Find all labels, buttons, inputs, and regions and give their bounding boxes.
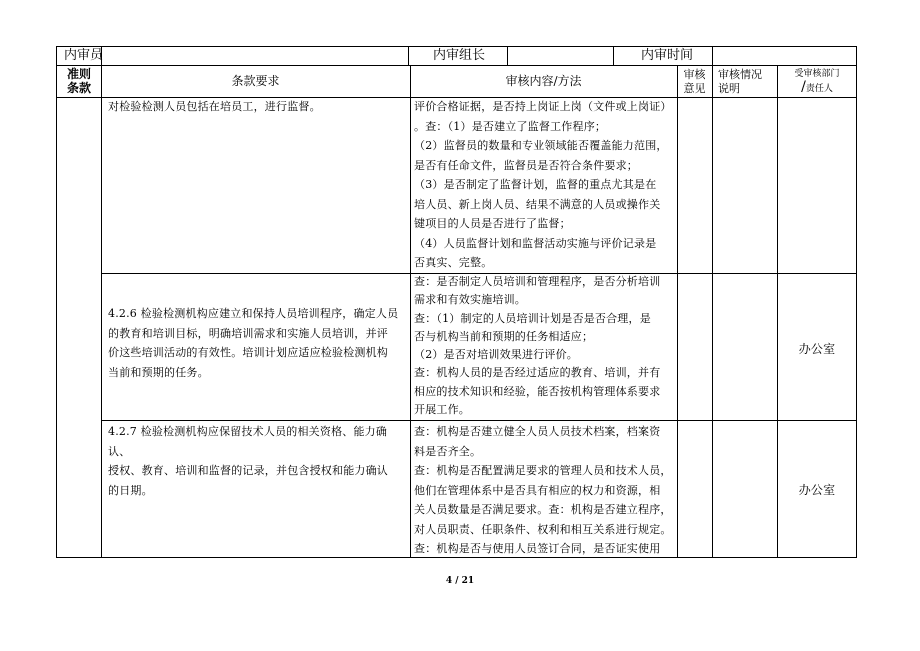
content-line: （3）是否制定了监督计划，监督的重点尤其是在 [414,178,657,191]
col-divider [408,46,409,65]
content-line: 需求和有效实施培训。 [414,293,526,307]
col-divider [507,46,508,65]
content-line: 查：机构是否与使用人员签订合同，是否证实使用 [414,542,661,555]
header-clause [57,67,101,95]
col-divider [712,46,713,65]
team-leader-label: 内审组长 [433,48,486,63]
col-divider [712,65,713,558]
row1-requirement: 对检验检测人员包括在培员工，进行监督。 [108,100,321,113]
requirement-line: 的日期。 [108,483,153,497]
row-divider-top [56,65,857,66]
header-dept-person: 责任人 [805,84,833,94]
header-clause-line2: 条款 [66,81,91,95]
header-audit-opinion-line2: 意见 [683,82,706,95]
row-divider-2 [101,420,857,421]
header-requirement: 条款要求 [231,74,280,88]
header-audit-opinion [677,68,712,96]
content-line: （2）监督员的数量和专业领域能否覆盖能力范围， [414,139,668,152]
row1-content [414,97,676,273]
requirement-line: 的教育和培训目标，明确培训需求和实施人员培训，并评 [108,326,388,340]
content-line: 否与机构当前和预期的任务相适应； [414,329,594,343]
content-line: 相应的技术知识和经验，能否按机构管理体系要求 [414,384,661,398]
requirement-line: 授权、教育、培训和监督的记录，并包含授权和能力确认 [108,464,388,477]
row2-content [414,273,676,419]
header-dept [777,68,857,96]
content-line: 开展工作。 [414,403,470,417]
content-line: 查：机构是否配置满足要求的管理人员和技术人员， [414,464,672,477]
header-dept-line2 [777,81,857,96]
requirement-line: 4.2.6 检验检测机构应建立和保持人员培训程序，确定人员 [108,307,399,320]
header-audit-status-line1: 审核情况 [718,68,762,81]
header-audit-status [718,68,774,96]
audit-time-label: 内审时间 [641,48,694,63]
header-dept-line1: 受审核部门 [794,69,840,79]
header-audit-content: 审核内容/方法 [505,74,582,88]
header-dept-slash: / [801,79,806,95]
content-line: （4）人员监督计划和监督活动实施与评价记录是 [414,236,657,250]
col-divider [101,65,102,558]
requirement-line: 当前和预期的任务。 [108,365,209,379]
col-divider [613,46,614,65]
content-line: 。查：（1）是否建立了监督工作程序； [414,119,607,133]
row3-dept: 办公室 [798,483,836,497]
content-line: 查：（1）制定的人员培训计划是否是否合理，是 [414,311,651,325]
content-line: 关人员数量是否满足要求。查：机构是否建立程序， [414,503,672,516]
content-line: 他们在管理体系中是否具有相应的权力和资源，相 [414,483,661,497]
content-line: 查：机构是否建立健全人员人员技术档案，档案资 [414,425,661,438]
content-line: 否真实、完整。 [414,256,493,269]
content-line: 查：机构人员的是否经过适应的教育、培训，并有 [414,366,661,380]
content-line: 评价合格证据，是否持上岗证上岗（文件或上岗证） [414,100,672,113]
requirement-line: 价这些培训活动的有效性。培训计划应适应检验检测机构 [108,346,388,359]
content-line: 是否有任命文件，监督员是否符合条件要求； [414,158,638,172]
content-line: 料是否齐全。 [414,444,482,458]
auditor-label: 内审员 [64,48,104,63]
content-line: 培人员、新上岗人员、结果不满意的人员或操作关 [414,197,661,211]
content-line: （2）是否对培训效果进行评价。 [414,348,578,362]
row2-requirement [108,304,408,382]
page-number: 4 / 21 [445,576,475,586]
row3-requirement [108,422,408,500]
requirement-line: 4.2.7 检验检测机构应保留技术人员的相关资格、能力确认、 [108,425,388,458]
header-clause-line1: 准则 [66,67,91,81]
content-line: 查：是否制定人员培训和管理程序，是否分析培训 [414,275,661,288]
header-audit-status-line2: 说明 [718,82,740,95]
col-divider [410,65,411,558]
content-line: 键项目的人员是否进行了监督； [414,217,571,230]
header-audit-opinion-line1: 审核 [683,68,706,81]
row3-content [414,422,676,559]
row2-dept: 办公室 [798,342,836,356]
col-divider [677,65,678,558]
content-line: 对人员职责、任职条件、权利和相互关系进行规定。 [414,522,672,536]
